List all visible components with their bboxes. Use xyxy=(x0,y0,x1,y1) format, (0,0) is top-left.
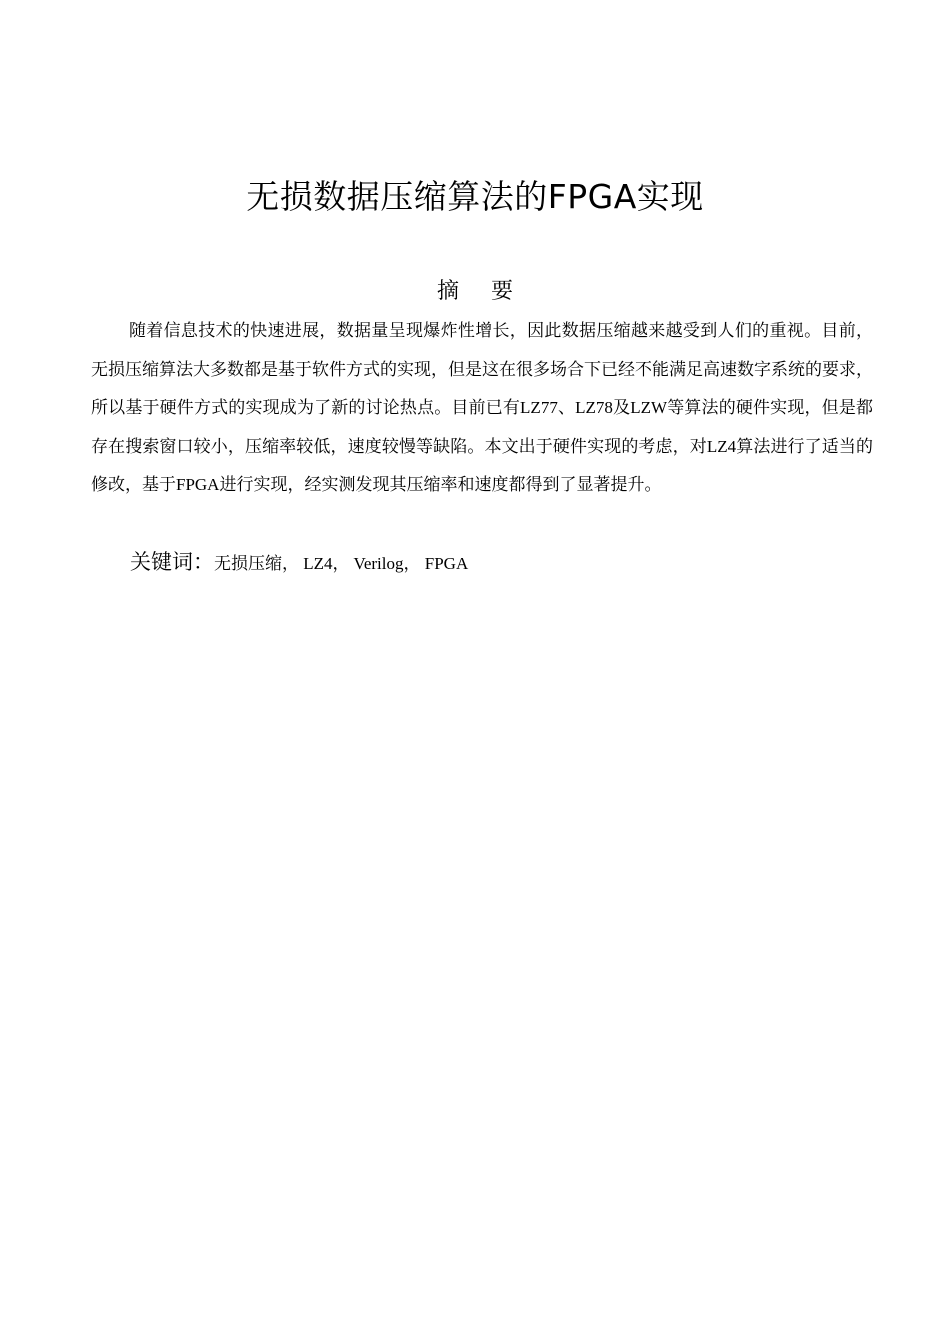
abstract-heading xyxy=(0,276,950,308)
keywords-label: 关键词： xyxy=(130,550,214,574)
abstract-heading-char-2: 要 xyxy=(491,279,514,304)
keywords-text: 无损压缩， LZ4， Verilog， FPGA xyxy=(214,554,469,573)
abstract-body: 随着信息技术的快速进展，数据量呈现爆炸性增长，因此数据压缩越来越受到人们的重视。目前，无损压缩算法大多数都是基于软件方式的实现，但是这在很多场合下已经不能满足高速数字系统的要求，所以基于硬件方式的实现成为了新的讨论热点。目前已有LZ77、LZ78及LZW等算法的硬件实现，但是都存在搜索窗口较小，压缩率较低，速度较慢等缺陷。本文出于硬件实现的考虑，对LZ4算法进行了适当的修改，基于FPGA进行实现，经实测发现其压缩率和速度都得到了显著提升。 xyxy=(91,321,873,494)
abstract-heading-char-1: 摘 xyxy=(436,279,459,304)
keywords-line xyxy=(130,544,870,583)
paper-title: 无损数据压缩算法的FPGA实现 xyxy=(246,177,704,216)
